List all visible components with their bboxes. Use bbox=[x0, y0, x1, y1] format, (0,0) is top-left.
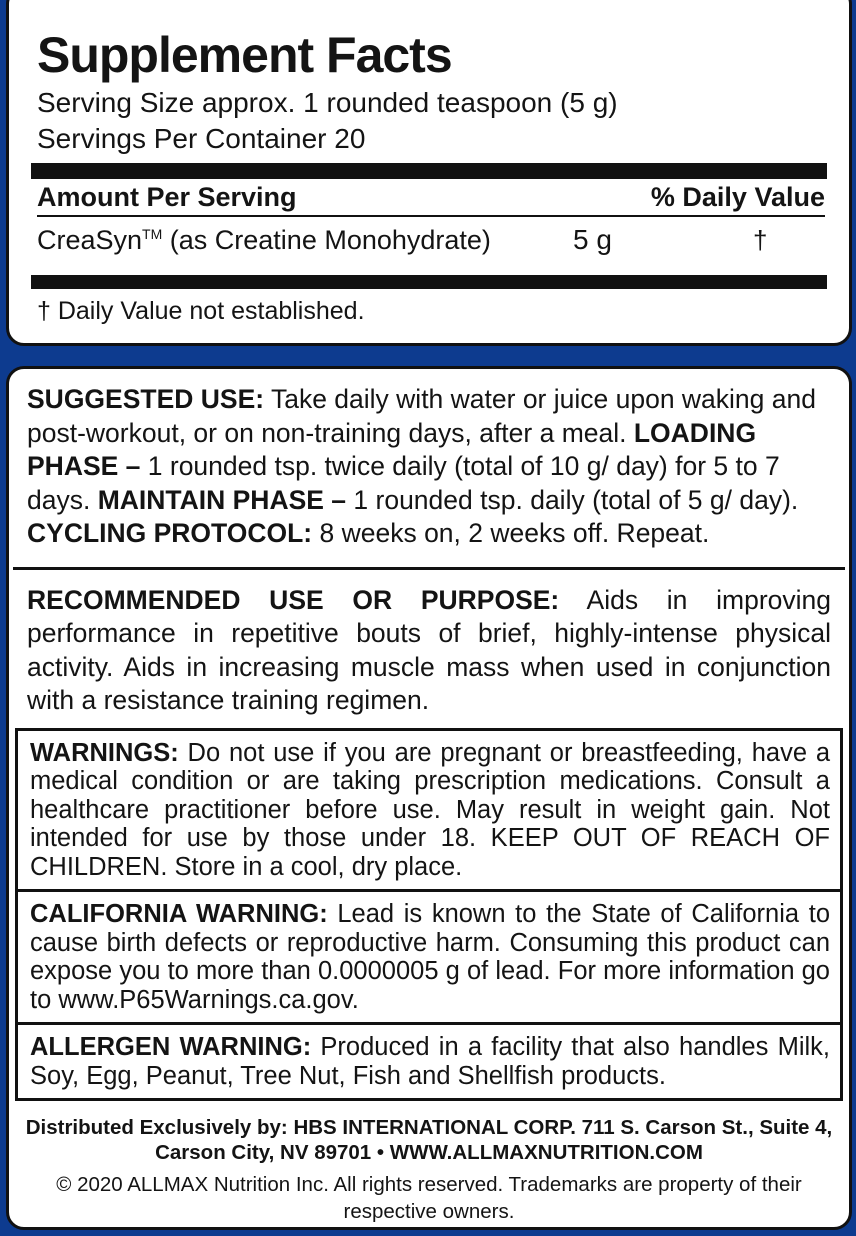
ingredient-name: CreaSyn™ (as Creatine Monohydrate) bbox=[37, 224, 491, 255]
ingredient-daily-value: † bbox=[753, 224, 768, 255]
usage-warnings-panel bbox=[6, 366, 852, 1230]
allergen-warning: ALLERGEN WARNING: Produced in a facility that also handles Milk, Soy, Egg, Peanut, Tree Nut, Fish and Shellfish products. bbox=[18, 1022, 840, 1098]
section-divider bbox=[13, 567, 845, 570]
daily-value-header: % Daily Value bbox=[650, 181, 825, 212]
thick-divider bbox=[31, 163, 827, 179]
thick-divider-bottom bbox=[31, 275, 827, 289]
copyright-notice: © 2020 ALLMAX Nutrition Inc. All rights reserved. Trademarks are property of their respective owners. bbox=[56, 1173, 802, 1223]
suggested-use: SUGGESTED USE: Take daily with water or juice upon waking and post-workout, or on non-training days, after a meal. LOADING PHASE – 1 rounded tsp. twice daily (total of 10 g/ day) for 5 to 7 days. MAINTAIN PHASE – 1 rounded tsp. daily (total of 5 g/ day). CYCLING PROTOCOL: 8 weeks on, 2 weeks off. Repeat. bbox=[27, 384, 816, 548]
ingredient-row bbox=[37, 217, 825, 263]
recommended-use: RECOMMENDED USE OR PURPOSE: Aids in improving performance in repetitive bouts of brief, highly-intense physical activity. Aids in increasing muscle mass when used in conjunction with a resistance training regimen. bbox=[27, 584, 831, 715]
supplement-facts-title: Supplement Facts bbox=[37, 27, 452, 83]
serving-size: Serving Size approx. 1 rounded teaspoon (5 g) bbox=[37, 87, 618, 118]
california-warning: CALIFORNIA WARNING: Lead is known to the State of California to cause birth defects or reproductive harm. Consuming this product can expose you to more than 0.0000005 g of lead. For more information go to www.P65Warnings.ca.gov. bbox=[18, 889, 840, 1022]
trademark-symbol: TM bbox=[142, 225, 163, 242]
ingredient-amount: 5 g bbox=[573, 224, 612, 255]
distributor-info: Distributed Exclusively by: HBS INTERNATIONAL CORP. 711 S. Carson St., Suite 4, Carson City, NV 89701 • WWW.ALLMAXNUTRITION.COM bbox=[25, 1116, 833, 1164]
amount-per-serving-header: Amount Per Serving bbox=[37, 181, 297, 212]
general-warning: WARNINGS: Do not use if you are pregnant or breastfeeding, have a medical condition or are taking prescription medications. Consult a healthcare practitioner before use. May result in weight gain. Not intended for use by those under 18. KEEP OUT OF REACH OF CHILDREN. Store in a cool, dry place. bbox=[30, 738, 830, 881]
warnings-box bbox=[15, 728, 843, 1102]
supplement-facts-panel bbox=[6, 0, 852, 346]
servings-per-container: Servings Per Container 20 bbox=[37, 123, 366, 154]
daily-value-footnote: † Daily Value not established. bbox=[37, 297, 365, 325]
facts-header-row bbox=[37, 179, 825, 217]
